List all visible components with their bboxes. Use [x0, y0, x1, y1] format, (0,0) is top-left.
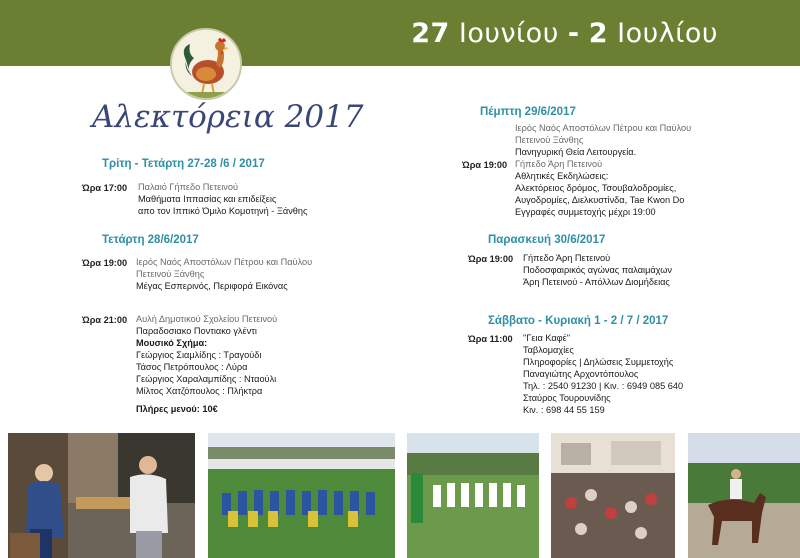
event-venue: Πετεινού Ξάνθης	[136, 269, 205, 279]
event-venue: Γήπεδο Άρη Πετεινού	[515, 159, 603, 169]
event-line: Αυγοδρομίες, Διελκυστίνδα, Tae Kwon Do	[515, 195, 685, 205]
event-line: Πληροφορίες | Δηλώσεις Συμμετοχής	[523, 357, 674, 367]
music-heading: Μουσικό Σχήμα:	[136, 338, 208, 348]
event-line: Αλεκτόρειος δρόμος, Τσουβαλοδρομίες,	[515, 183, 677, 193]
event-venue: Παλαιό Γήπεδο Πετεινού	[138, 182, 239, 192]
musician-line: Γεώργιος Χαραλαμπίδης : Νταούλι	[136, 374, 277, 384]
musician-line: Τάσος Πετρόπουλος : Λύρα	[136, 362, 248, 372]
contact-phone: Τηλ. : 2540 91230 | Κιν. : 6949 085 640	[523, 381, 684, 391]
event-time: Ώρα 11:00	[468, 334, 513, 344]
football-team-photo	[208, 433, 395, 558]
musician-line: Γεώργιος Σιαμλίδης : Τραγούδι	[136, 350, 262, 360]
musician-line: Μίλτος Χατζόπουλος : Πλήκτρα	[136, 386, 263, 396]
event-venue: Γήπεδο Άρη Πετεινού	[523, 253, 611, 263]
date-start-day: 27	[411, 18, 450, 49]
event-line: Μέγας Εσπερινός, Περιφορά Εικόνας	[136, 281, 288, 291]
event-title: Αλεκτόρεια 2017	[92, 99, 364, 135]
event-line: Παραδοσιακο Ποντιακο γλέντι	[136, 326, 257, 336]
event-time: Ώρα 19:00	[468, 254, 514, 264]
day-heading: Τρίτη - Τετάρτη 27-28 /6 / 2017	[102, 158, 265, 170]
event-line: Αθλητικές Εκδηλώσεις:	[515, 171, 609, 181]
event-venue: "Γεια Καφέ"	[523, 333, 570, 343]
contact-phone: Κιν. : 698 44 55 159	[523, 405, 605, 415]
day-heading: Παρασκευή 30/6/2017	[488, 234, 606, 246]
contact-name: Σταύρος Τουρουνίδης	[523, 393, 611, 403]
date-end-month: Ιουλίου	[617, 18, 718, 49]
date-range	[411, 18, 718, 49]
day-heading: Πέμπτη 29/6/2017	[480, 106, 576, 118]
day-heading: Τετάρτη 28/6/2017	[102, 234, 199, 246]
event-time: Ώρα 19:00	[462, 160, 508, 170]
event-venue: Ιερός Ναός Αποστόλων Πέτρου και Παύλου	[515, 123, 692, 133]
date-end-day: 2	[588, 18, 609, 49]
date-start-month: Ιουνίου	[458, 18, 559, 49]
event-time: Ώρα 17:00	[82, 183, 128, 193]
event-venue: Πετεινού Ξάνθης	[515, 135, 584, 145]
crowd-event-photo	[551, 433, 675, 558]
horse-riding-photo	[688, 433, 800, 558]
event-time: Ώρα 21:00	[82, 315, 128, 325]
backgammon-players-photo	[8, 433, 195, 558]
event-line: Μαθήματα Ιππασίας και επιδείξεις	[138, 194, 277, 204]
rooster-icon	[172, 30, 242, 100]
day-heading: Σάββατο - Κυριακή 1 - 2 / 7 / 2017	[488, 315, 669, 327]
event-line: Ταβλομαχίες	[523, 345, 574, 355]
date-dash: -	[567, 18, 580, 49]
menu-price: Πλήρες μενού: 10€	[136, 404, 218, 414]
event-venue: Αυλή Δημοτικού Σχολείου Πετεινού	[136, 314, 278, 324]
event-line: Πανηγυρική Θεία Λειτουργεία.	[515, 147, 637, 157]
contact-name: Παναγιώτης Αρχοντόπουλος	[523, 369, 639, 379]
event-line: Άρη Πετεινού - Απόλλων Διομήδειας	[523, 277, 670, 287]
event-line: Εγγραφές συμμετοχής μέχρι 19:00	[515, 207, 656, 217]
rooster-logo	[170, 28, 242, 100]
event-line: απο τον Ιππικό Όμιλο Κομοτηνή - Ξάνθης	[138, 206, 308, 216]
event-venue: Ιερός Ναός Αποστόλων Πέτρου και Παύλου	[136, 257, 313, 267]
event-time: Ώρα 19:00	[82, 258, 128, 268]
event-line: Ποδοσφαιρικός αγώνας παλαιμάχων	[523, 265, 673, 275]
children-race-photo	[407, 433, 539, 558]
